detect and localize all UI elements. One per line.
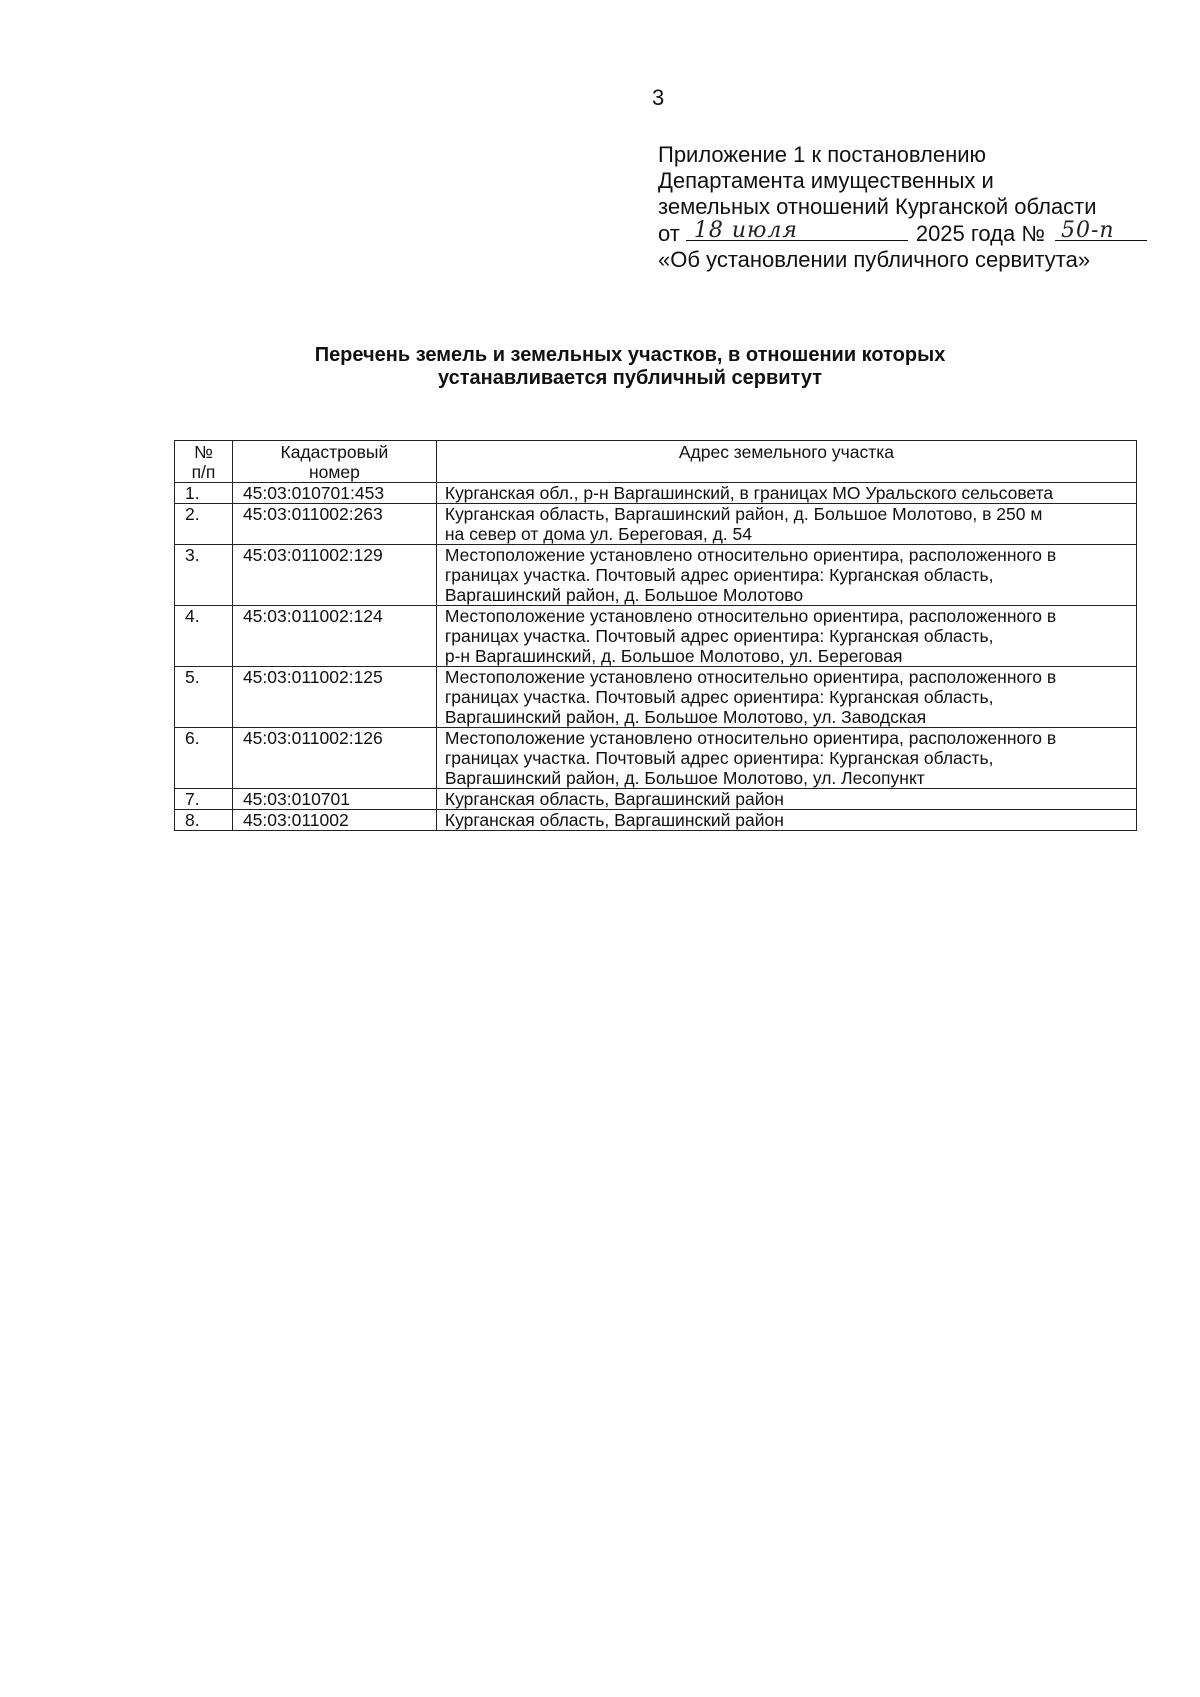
table-body bbox=[175, 483, 1137, 831]
row-number: 3. bbox=[175, 545, 233, 606]
appendix-line-3: земельных отношений Курганской области bbox=[658, 194, 1097, 219]
table-header-row bbox=[175, 441, 1137, 483]
table-row bbox=[175, 810, 1137, 831]
address-line: границах участка. Почтовый адрес ориентира: Курганская область, bbox=[444, 748, 994, 768]
cadastral-number: 45:03:010701 bbox=[232, 789, 436, 810]
address-line: Варгашинский район, д. Большое Молотово bbox=[444, 585, 804, 605]
row-number: 8. bbox=[175, 810, 233, 831]
row-number: 4. bbox=[175, 606, 233, 667]
address-line: Варгашинский район, д. Большое Молотово, ул. Лесопункт bbox=[444, 768, 925, 788]
title-line-1: Перечень земель и земельных участков, в отношении которых bbox=[314, 344, 946, 366]
header-address bbox=[436, 441, 1136, 483]
plot-address bbox=[436, 483, 1136, 504]
document-title bbox=[210, 344, 1050, 390]
header-no-line-1: № bbox=[194, 442, 213, 462]
address-line: границах участка. Почтовый адрес ориентира: Курганская область, bbox=[444, 626, 994, 646]
date-fill-line bbox=[686, 220, 908, 241]
title-line-2: устанавливается публичный сервитут bbox=[438, 367, 822, 389]
address-line: Местоположение установлено относительно ориентира, расположенного в bbox=[444, 667, 1057, 687]
table-row bbox=[175, 545, 1137, 606]
header-cadastral bbox=[232, 441, 436, 483]
plot-address bbox=[436, 728, 1136, 789]
appendix-line-1: Приложение 1 к постановлению bbox=[658, 142, 987, 167]
plot-address bbox=[436, 545, 1136, 606]
appendix-date-line bbox=[658, 220, 1178, 247]
plot-address bbox=[436, 504, 1136, 545]
header-no-line-2: п/п bbox=[191, 462, 216, 482]
address-line: Варгашинский район, д. Большое Молотово, ул. Заводская bbox=[444, 707, 927, 727]
cadastral-number: 45:03:010701:453 bbox=[232, 483, 436, 504]
number-fill-line bbox=[1055, 220, 1147, 241]
handwritten-number: 50-п bbox=[1060, 218, 1115, 243]
table-row bbox=[175, 504, 1137, 545]
header-address-text: Адрес земельного участка bbox=[678, 442, 895, 462]
cadastral-number: 45:03:011002:263 bbox=[232, 504, 436, 545]
table-row bbox=[175, 789, 1137, 810]
header-cadastral-line-1: Кадастровый bbox=[280, 442, 389, 462]
table-row bbox=[175, 606, 1137, 667]
table-row bbox=[175, 728, 1137, 789]
row-number: 5. bbox=[175, 667, 233, 728]
date-prefix: от bbox=[658, 221, 680, 246]
cadastral-number: 45:03:011002:129 bbox=[232, 545, 436, 606]
table-row bbox=[175, 667, 1137, 728]
address-line: Курганская область, Варгашинский район, д. Большое Молотово, в 250 м bbox=[444, 504, 1043, 524]
year-text: 2025 года № bbox=[915, 221, 1045, 246]
cadastral-number: 45:03:011002 bbox=[232, 810, 436, 831]
row-number: 1. bbox=[175, 483, 233, 504]
address-line: Местоположение установлено относительно ориентира, расположенного в bbox=[444, 545, 1057, 565]
address-line: границах участка. Почтовый адрес ориентира: Курганская область, bbox=[444, 565, 994, 585]
header-no bbox=[175, 441, 233, 483]
page-number: 3 bbox=[652, 85, 665, 110]
cadastral-number: 45:03:011002:126 bbox=[232, 728, 436, 789]
address-line: границах участка. Почтовый адрес ориентира: Курганская область, bbox=[444, 687, 994, 707]
appendix-header bbox=[658, 142, 1178, 273]
cadastral-number: 45:03:011002:125 bbox=[232, 667, 436, 728]
address-line: Местоположение установлено относительно ориентира, расположенного в bbox=[444, 606, 1057, 626]
address-line: р-н Варгашинский, д. Большое Молотово, ул. Береговая bbox=[444, 646, 903, 666]
appendix-line-5: «Об установлении публичного сервитута» bbox=[658, 247, 1091, 272]
header-cadastral-line-2: номер bbox=[308, 462, 360, 482]
row-number: 6. bbox=[175, 728, 233, 789]
address-line: на север от дома ул. Береговая, д. 54 bbox=[444, 524, 752, 544]
address-line: Местоположение установлено относительно ориентира, расположенного в bbox=[444, 728, 1057, 748]
cadastral-number: 45:03:011002:124 bbox=[232, 606, 436, 667]
address-line: Курганская область, Варгашинский район bbox=[444, 789, 784, 809]
table-row bbox=[175, 483, 1137, 504]
row-number: 7. bbox=[175, 789, 233, 810]
plot-address bbox=[436, 810, 1136, 831]
appendix-line-2: Департамента имущественных и bbox=[658, 168, 994, 193]
address-line: Курганская область, Варгашинский район bbox=[444, 810, 784, 830]
land-plots-table bbox=[174, 440, 1137, 831]
plot-address bbox=[436, 789, 1136, 810]
address-line: Курганская обл., р-н Варгашинский, в границах МО Уральского сельсовета bbox=[444, 483, 1054, 503]
row-number: 2. bbox=[175, 504, 233, 545]
plot-address bbox=[436, 606, 1136, 667]
handwritten-date: 18 июля bbox=[693, 218, 798, 243]
plot-address bbox=[436, 667, 1136, 728]
land-plots-table-wrap bbox=[174, 440, 1137, 831]
